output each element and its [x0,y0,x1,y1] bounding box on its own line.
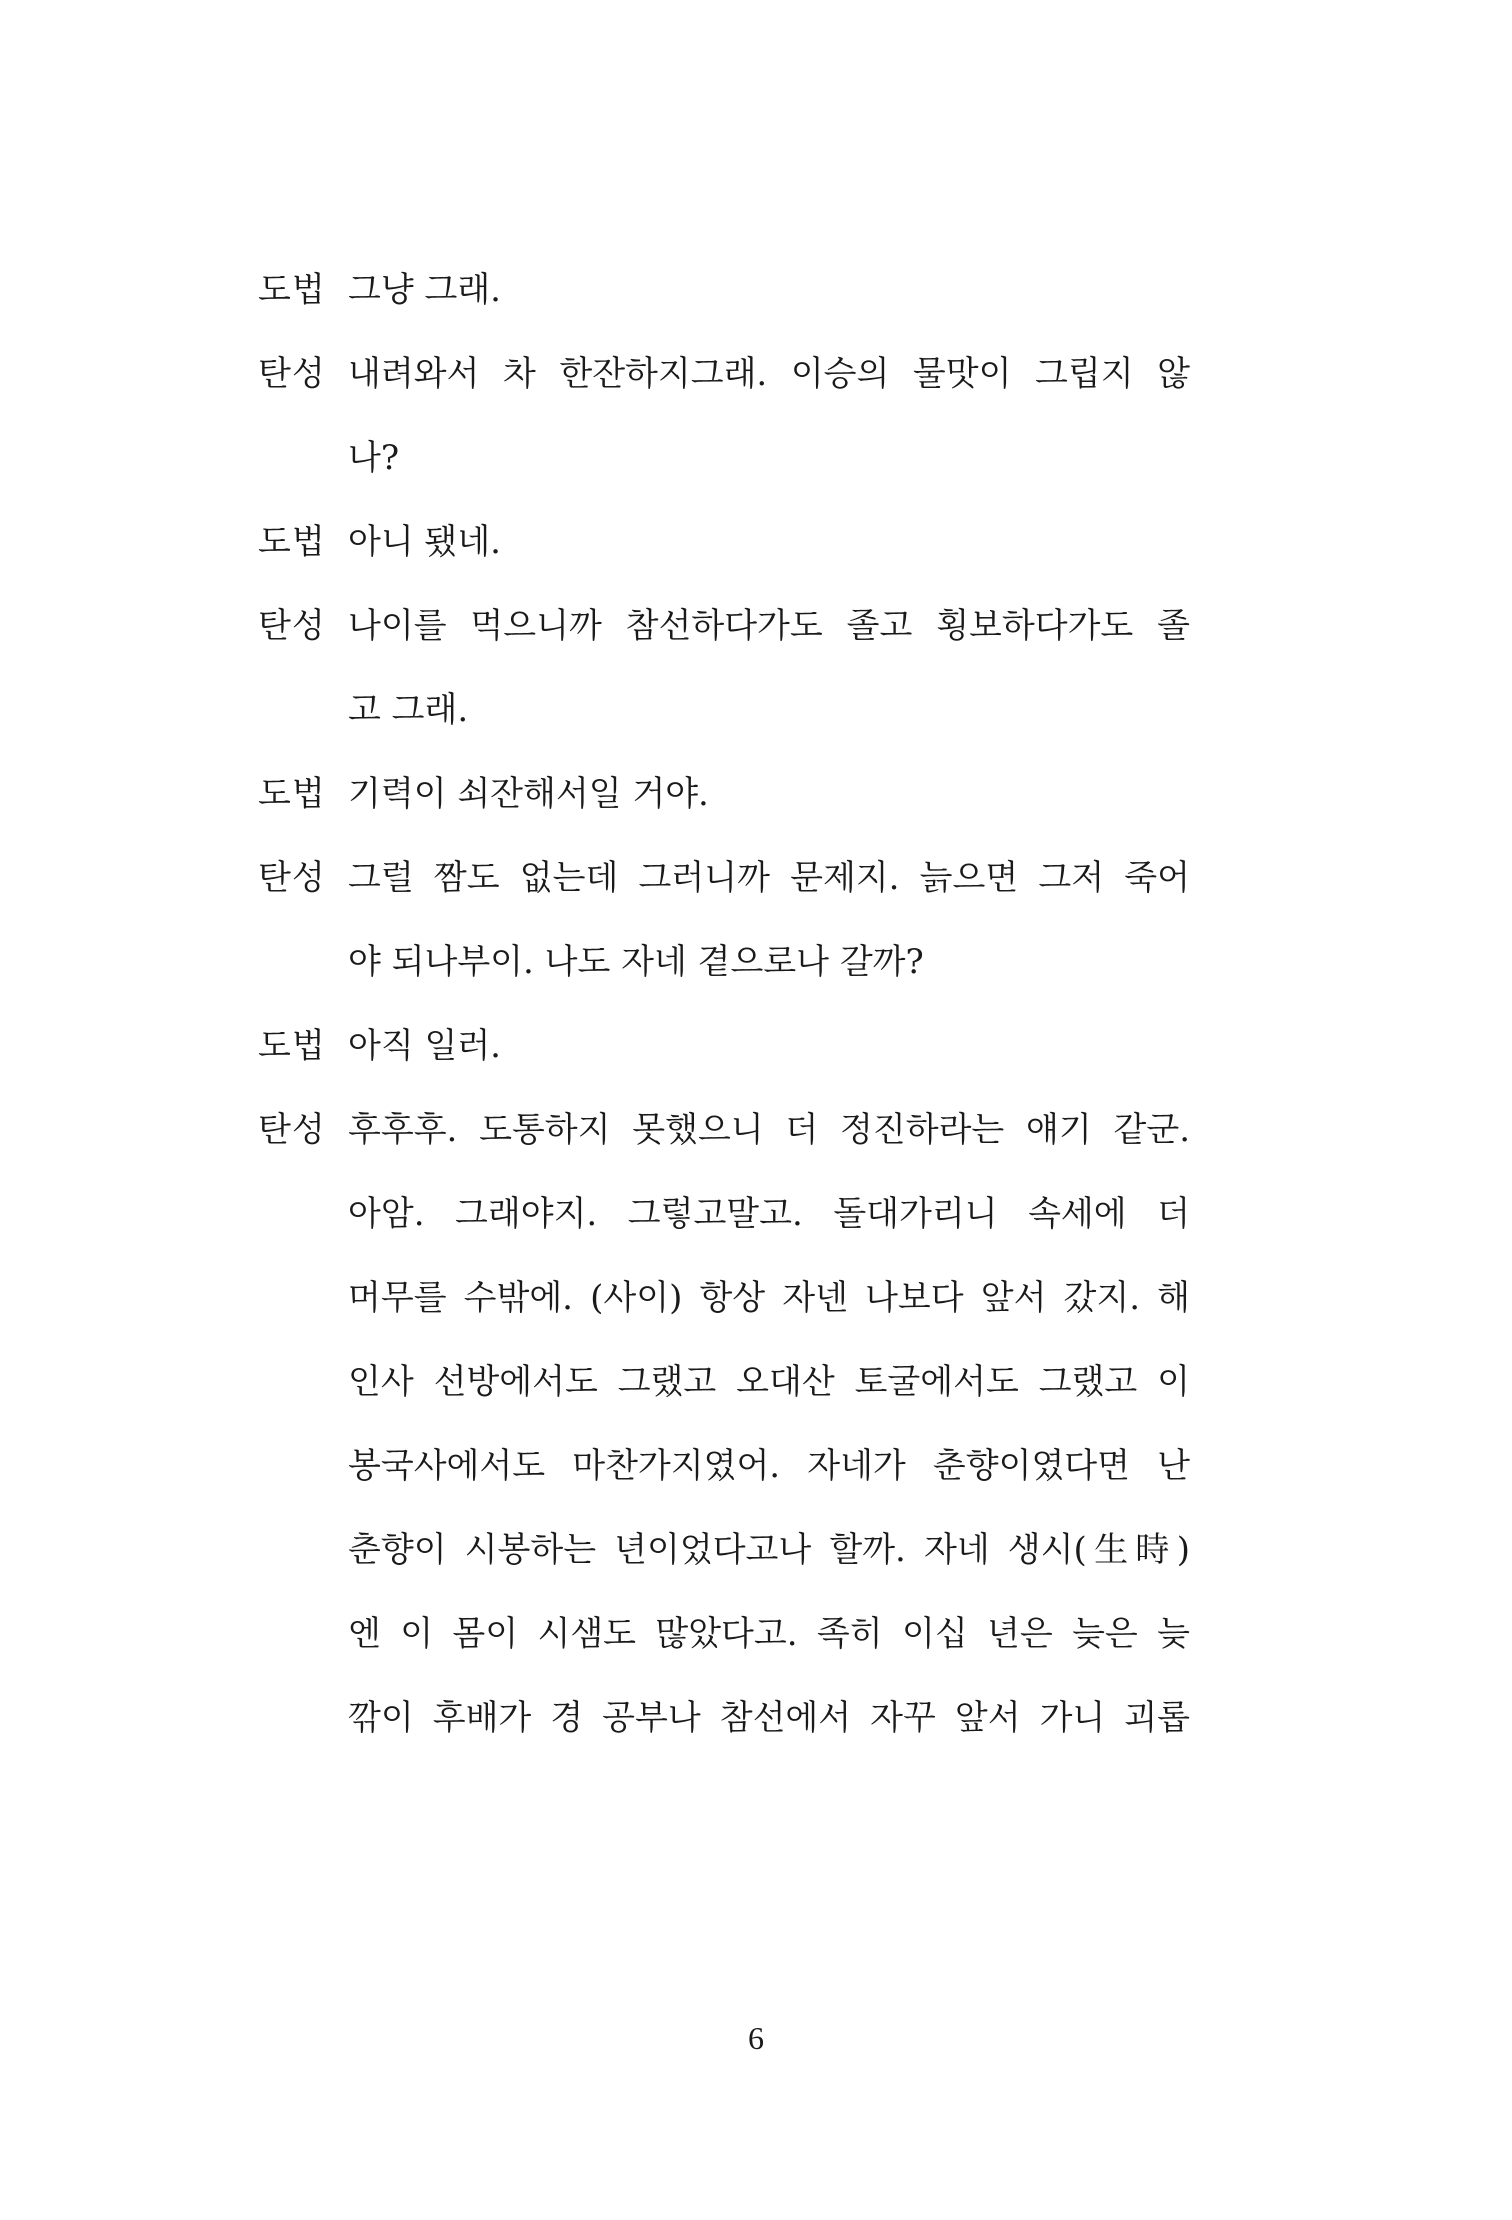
dialogue-line [258,1424,1198,1508]
dialogue-line [258,248,1198,332]
line-text: 그냥 그래. [348,270,501,310]
dialogue-entry [258,584,1198,752]
speaker-name: 탄성 [258,858,326,898]
dialogue-entry [258,1004,1198,1088]
line-text: 고 그래. [348,690,469,730]
dialogue-entry [258,1088,1198,1760]
dialogue-line [258,1676,1198,1760]
dialogue-line [258,1256,1198,1340]
line-text: 아직 일러. [348,1026,501,1066]
line-text: 춘향이 시봉하는 년이었다고나 할까. 자네 생시(生時) [348,1530,1190,1570]
line-text: 야 되나부이. 나도 자네 곁으로나 갈까? [348,942,924,982]
line-text: 기력이 쇠잔해서일 거야. [348,774,709,814]
dialogue-line [258,668,1198,752]
dialogue-line [258,1004,1198,1088]
page-number: 6 [748,2020,764,2056]
dialogue-line [258,752,1198,836]
dialogue-entry [258,836,1198,1004]
line-text: 내려와서 차 한잔하지그래. 이승의 물맛이 그립지 않 [348,354,1190,394]
line-text: 나? [348,438,400,478]
line-text: 후후후. 도통하지 못했으니 더 정진하라는 얘기 같군. [348,1110,1190,1150]
dialogue-line [258,416,1198,500]
dialogue-line [258,500,1198,584]
speaker-name: 탄성 [258,354,326,394]
line-text: 아암. 그래야지. 그렇고말고. 돌대가리니 속세에 더 [348,1194,1190,1234]
dialogue-entry [258,248,1198,332]
dialogue-line [258,1508,1198,1592]
dialogue-line [258,1340,1198,1424]
dialogue-line [258,1088,1198,1172]
dialogue-line [258,920,1198,1004]
dialogue-entry [258,332,1198,500]
line-text: 엔 이 몸이 시샘도 많았다고. 족히 이십 년은 늦은 늦 [348,1614,1190,1654]
dialogue-entry [258,752,1198,836]
speaker-name: 도법 [258,1026,326,1066]
line-text: 머무를 수밖에. (사이) 항상 자넨 나보다 앞서 갔지. 해 [348,1278,1190,1318]
line-text: 그럴 짬도 없는데 그러니까 문제지. 늙으면 그저 죽어 [348,858,1190,898]
dialogue-line [258,1172,1198,1256]
speaker-name: 도법 [258,522,326,562]
speaker-name: 탄성 [258,606,326,646]
line-text: 봉국사에서도 마찬가지였어. 자네가 춘향이였다면 난 [348,1446,1190,1486]
speaker-name: 도법 [258,270,326,310]
line-text: 인사 선방에서도 그랬고 오대산 토굴에서도 그랬고 이 [348,1362,1190,1402]
dialogue-line [258,836,1198,920]
dialogue-script [258,248,1198,1760]
dialogue-line [258,1592,1198,1676]
speaker-name: 도법 [258,774,326,814]
dialogue-line [258,584,1198,668]
line-text: 깎이 후배가 경 공부나 참선에서 자꾸 앞서 가니 괴롭 [348,1698,1190,1738]
dialogue-line [258,332,1198,416]
line-text: 아니 됐네. [348,522,501,562]
line-text: 나이를 먹으니까 참선하다가도 졸고 횡보하다가도 졸 [348,606,1190,646]
dialogue-entry [258,500,1198,584]
speaker-name: 탄성 [258,1110,326,1150]
